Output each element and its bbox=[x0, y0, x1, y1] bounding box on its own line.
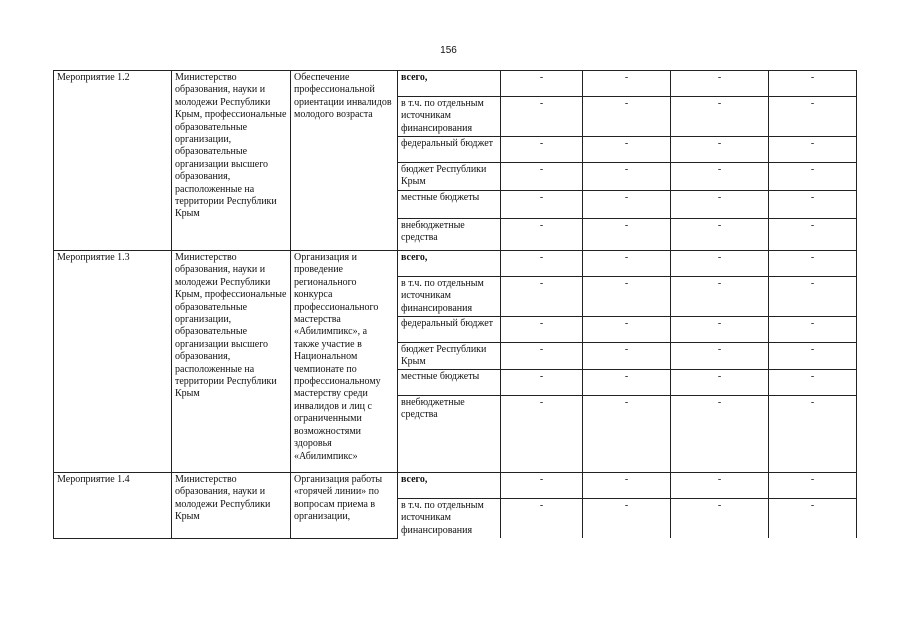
executor-cell: Министерство образования, науки и молодежи Республики Крым, профессиональные образовательные организации, образовательные организации высшего образования, расположенные на территории Республики Крым bbox=[172, 71, 291, 251]
value-cell: - bbox=[501, 369, 583, 395]
source-cell: внебюджетные средства bbox=[398, 219, 501, 251]
value-cell: - bbox=[501, 163, 583, 191]
value-cell: - bbox=[583, 472, 671, 498]
description-cell: Обеспечение профессиональной ориентации инвалидов молодого возраста bbox=[291, 71, 398, 251]
value-cell: - bbox=[671, 343, 769, 370]
value-cell: - bbox=[769, 97, 857, 137]
source-cell: внебюджетные средства bbox=[398, 395, 501, 472]
value-cell: - bbox=[583, 97, 671, 137]
value-cell: - bbox=[501, 498, 583, 538]
value-cell: - bbox=[501, 251, 583, 277]
source-cell: федеральный бюджет bbox=[398, 137, 501, 163]
event-cell: Мероприятие 1.3 bbox=[54, 251, 172, 473]
value-cell: - bbox=[583, 71, 671, 97]
executor-cell: Министерство образования, науки и молодежи Республики Крым, профессиональные образовательные организации, образовательные организации высшего образования, расположенные на территории Республики Крым bbox=[172, 251, 291, 473]
value-cell: - bbox=[583, 343, 671, 370]
value-cell: - bbox=[671, 369, 769, 395]
value-cell: - bbox=[501, 472, 583, 498]
page-number: 156 bbox=[440, 45, 457, 56]
source-cell: всего, bbox=[398, 71, 501, 97]
value-cell: - bbox=[501, 97, 583, 137]
value-cell: - bbox=[501, 343, 583, 370]
value-cell: - bbox=[501, 277, 583, 317]
value-cell: - bbox=[583, 191, 671, 219]
source-cell: в т.ч. по отдельным источникам финансирования bbox=[398, 498, 501, 538]
value-cell: - bbox=[769, 71, 857, 97]
value-cell: - bbox=[501, 317, 583, 343]
value-cell: - bbox=[671, 395, 769, 472]
value-cell: - bbox=[671, 97, 769, 137]
source-cell: бюджет Республики Крым bbox=[398, 343, 501, 370]
value-cell: - bbox=[671, 472, 769, 498]
value-cell: - bbox=[769, 191, 857, 219]
value-cell: - bbox=[671, 277, 769, 317]
value-cell: - bbox=[671, 219, 769, 251]
value-cell: - bbox=[671, 137, 769, 163]
value-cell: - bbox=[583, 395, 671, 472]
source-cell: в т.ч. по отдельным источникам финансирования bbox=[398, 97, 501, 137]
table-row bbox=[54, 251, 857, 277]
value-cell: - bbox=[769, 472, 857, 498]
value-cell: - bbox=[583, 137, 671, 163]
source-cell: федеральный бюджет bbox=[398, 317, 501, 343]
source-cell: в т.ч. по отдельным источникам финансирования bbox=[398, 277, 501, 317]
value-cell: - bbox=[769, 277, 857, 317]
value-cell: - bbox=[501, 219, 583, 251]
executor-cell: Министерство образования, науки и молодежи Республики Крым bbox=[172, 472, 291, 538]
value-cell: - bbox=[501, 395, 583, 472]
value-cell: - bbox=[501, 71, 583, 97]
table-row bbox=[54, 71, 857, 97]
value-cell: - bbox=[769, 219, 857, 251]
description-cell: Организация и проведение регионального конкурса профессионального мастерства «Абилимпикс», а также участие в Национальном чемпионате по профессиональному мастерству среди инвалидов и лиц с ограниченными возможностями здоровья «Абилимпикс» bbox=[291, 251, 398, 473]
value-cell: - bbox=[769, 317, 857, 343]
value-cell: - bbox=[583, 219, 671, 251]
value-cell: - bbox=[671, 498, 769, 538]
table-row bbox=[54, 472, 857, 498]
source-cell: всего, bbox=[398, 472, 501, 498]
value-cell: - bbox=[769, 163, 857, 191]
value-cell: - bbox=[583, 369, 671, 395]
value-cell: - bbox=[769, 369, 857, 395]
source-cell: местные бюджеты bbox=[398, 369, 501, 395]
value-cell: - bbox=[671, 191, 769, 219]
source-cell: всего, bbox=[398, 251, 501, 277]
funding-table bbox=[53, 70, 857, 539]
value-cell: - bbox=[671, 251, 769, 277]
value-cell: - bbox=[583, 498, 671, 538]
value-cell: - bbox=[583, 317, 671, 343]
value-cell: - bbox=[501, 191, 583, 219]
source-cell: местные бюджеты bbox=[398, 191, 501, 219]
value-cell: - bbox=[671, 163, 769, 191]
value-cell: - bbox=[769, 137, 857, 163]
value-cell: - bbox=[501, 137, 583, 163]
value-cell: - bbox=[769, 251, 857, 277]
value-cell: - bbox=[583, 277, 671, 317]
value-cell: - bbox=[583, 163, 671, 191]
event-cell: Мероприятие 1.2 bbox=[54, 71, 172, 251]
value-cell: - bbox=[671, 71, 769, 97]
source-cell: бюджет Республики Крым bbox=[398, 163, 501, 191]
value-cell: - bbox=[769, 343, 857, 370]
description-cell: Организация работы «горячей линии» по вопросам приема в организации, bbox=[291, 472, 398, 538]
value-cell: - bbox=[769, 498, 857, 538]
value-cell: - bbox=[769, 395, 857, 472]
event-cell: Мероприятие 1.4 bbox=[54, 472, 172, 538]
value-cell: - bbox=[583, 251, 671, 277]
value-cell: - bbox=[671, 317, 769, 343]
